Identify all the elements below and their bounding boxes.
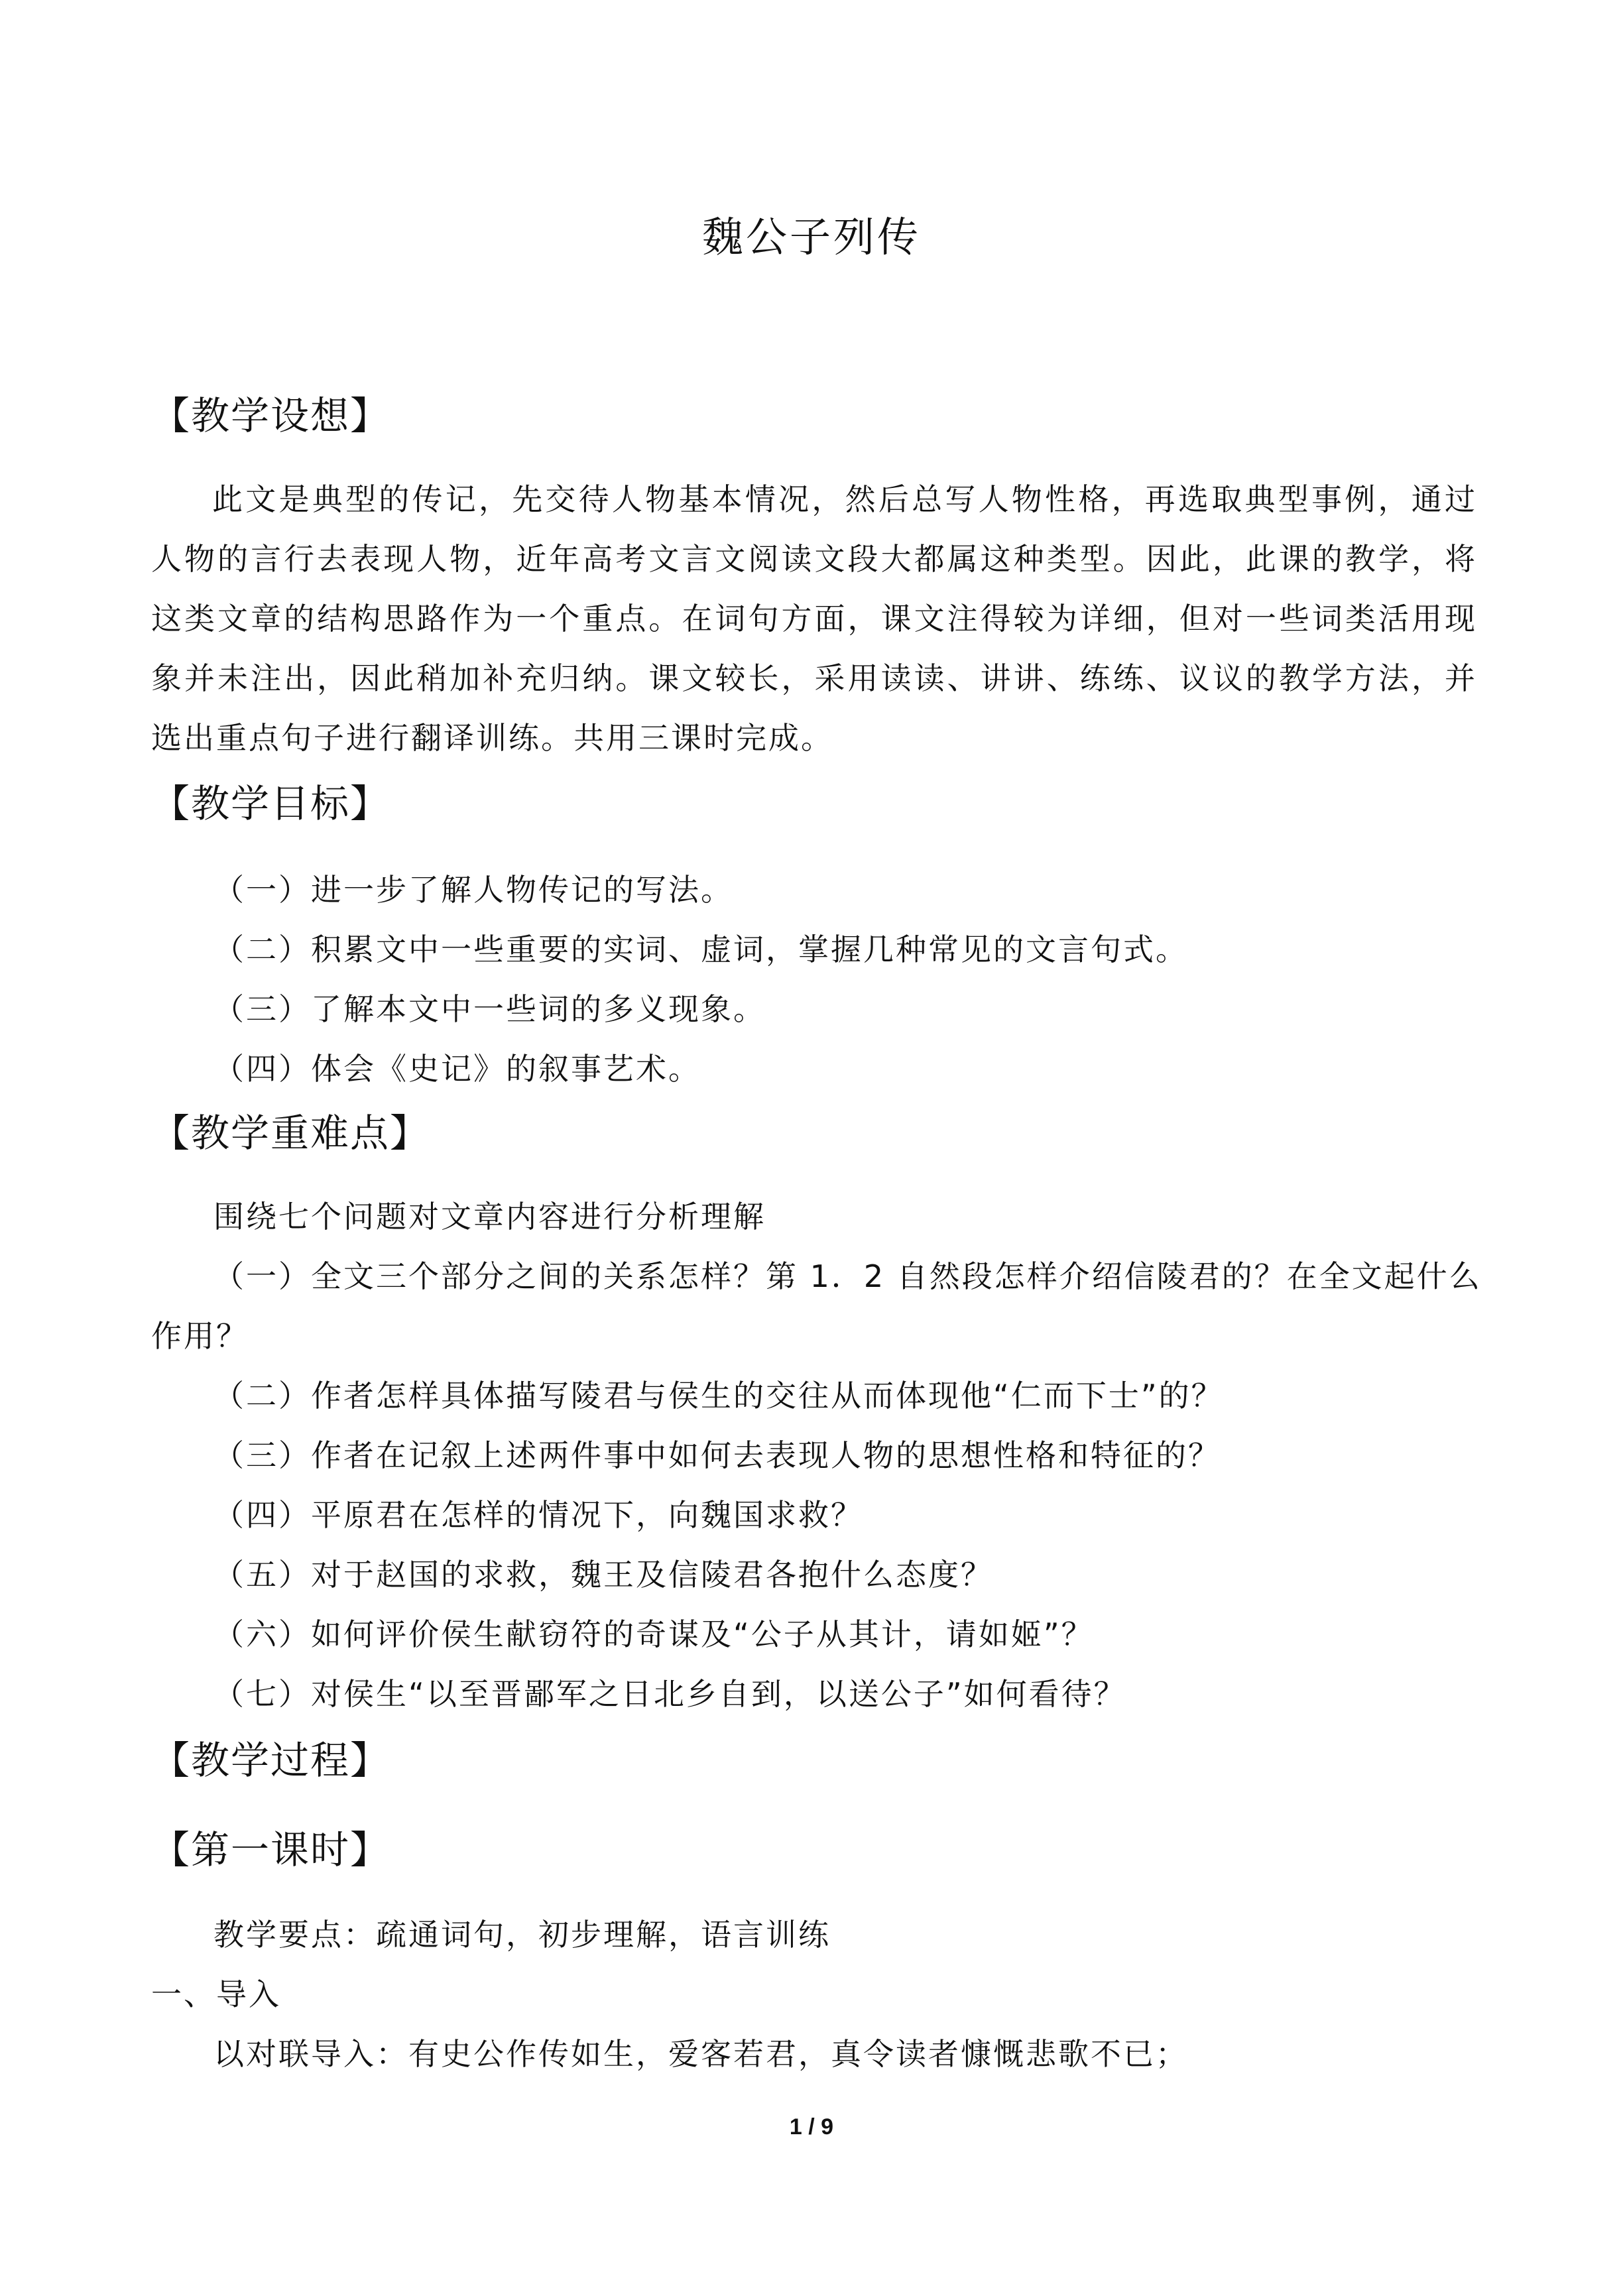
section-heading-design: 【教学设想】 xyxy=(151,393,391,438)
question-item: （一）全文三个部分之间的关系怎样？第 1．2 自然段怎样介绍信陵君的？在全文起什么 xyxy=(213,1258,1482,1294)
question-item: （三）作者在记叙上述两件事中如何去表现人物的思想性格和特征的？ xyxy=(213,1437,1221,1473)
design-paragraph: 此文是典型的传记，先交待人物基本情况，然后总写人物性格，再选取典型事例，通过人物的言行去表现人物，近年高考文言文阅读文段大都属这种类型。因此，此课的教学，将这类文章的结构思路作为一个重点。在词句方面，课文注得较为详细，但对一些词类活用现象并未注出，因此稍加补充归纳。课文较长，采用读读、讲讲、练练、议议的教学方法，并选出重点句子进行翻译训练。共用三课时完成。 xyxy=(151,481,1477,756)
document-title: 魏公子列传 xyxy=(701,213,921,261)
intro-text: 以对联导入：有史公作传如生，爱客若君，真令读者慷慨悲歌不已； xyxy=(213,2036,1188,2072)
section-heading-goals: 【教学目标】 xyxy=(151,781,391,826)
section-heading-key-points: 【教学重难点】 xyxy=(151,1111,430,1156)
question-item: （五）对于赵国的求救，魏王及信陵君各抱什么态度？ xyxy=(213,1557,993,1593)
lesson-points: 教学要点：疏通词句，初步理解，语言训练 xyxy=(213,1917,831,1953)
question-item: （七）对侯生“以至晋鄙军之日北乡自到，以送公子”如何看待？ xyxy=(213,1676,1126,1712)
key-points-intro: 围绕七个问题对文章内容进行分析理解 xyxy=(213,1199,766,1235)
section-heading-process: 【教学过程】 xyxy=(151,1738,391,1783)
question-item: （四）平原君在怎样的情况下，向魏国求救？ xyxy=(213,1497,863,1533)
question-item-continued: 作用？ xyxy=(151,1318,249,1354)
question-item: （二）作者怎样具体描写陵君与侯生的交往从而体现他“仁而下士”的？ xyxy=(213,1378,1224,1414)
goal-item: （三）了解本文中一些词的多义现象。 xyxy=(213,991,766,1027)
goal-item: （一）进一步了解人物传记的写法。 xyxy=(213,872,733,908)
goal-item: （四）体会《史记》的叙事艺术。 xyxy=(213,1051,701,1087)
question-item: （六）如何评价侯生献窃符的奇谋及“公子从其计，请如姬”？ xyxy=(213,1616,1094,1652)
goal-item: （二）积累文中一些重要的实词、虚词，掌握几种常见的文言句式。 xyxy=(213,932,1188,967)
lesson-heading: 【第一课时】 xyxy=(151,1827,391,1872)
intro-heading: 一、导入 xyxy=(151,1976,281,2012)
page-number: 1 / 9 xyxy=(789,2114,834,2140)
